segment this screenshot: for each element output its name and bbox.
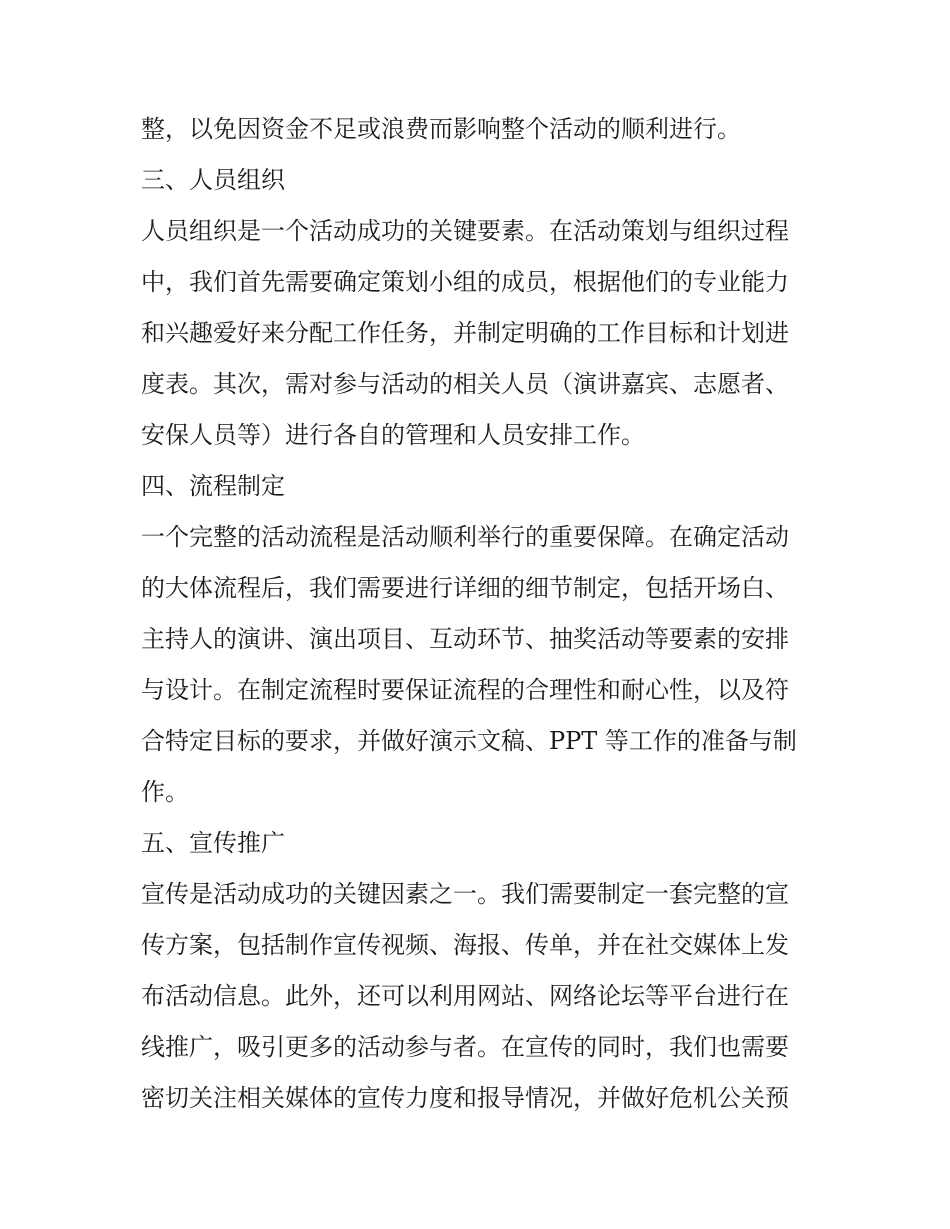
paragraph-line: 作。: [141, 778, 189, 806]
paragraph-line: 合特定目标的要求，并做好演示文稿、PPT 等工作的准备与制: [141, 727, 797, 755]
paragraph-line: 一个完整的活动流程是活动顺利举行的重要保障。在确定活动: [141, 523, 789, 551]
section-heading-process: 四、流程制定: [141, 472, 285, 500]
paragraph-line-continuation: 整，以免因资金不足或浪费而影响整个活动的顺利进行。: [141, 115, 741, 143]
document-body: [141, 104, 813, 1124]
paragraph-line: 线推广，吸引更多的活动参与者。在宣传的同时，我们也需要: [141, 1033, 789, 1061]
section-heading-personnel: 三、人员组织: [141, 166, 285, 194]
paragraph-line: 宣传是活动成功的关键因素之一。我们需要制定一套完整的宣: [141, 880, 789, 908]
paragraph-line: 中，我们首先需要确定策划小组的成员，根据他们的专业能力: [141, 268, 789, 296]
paragraph-line: 人员组织是一个活动成功的关键要素。在活动策划与组织过程: [141, 217, 789, 245]
section-heading-promotion: 五、宣传推广: [141, 829, 285, 857]
paragraph-line: 的大体流程后，我们需要进行详细的细节制定，包括开场白、: [141, 574, 789, 602]
paragraph-line: 安保人员等）进行各自的管理和人员安排工作。: [141, 421, 645, 449]
paragraph-line: 和兴趣爱好来分配工作任务，并制定明确的工作目标和计划进: [141, 319, 789, 347]
paragraph-line: 与设计。在制定流程时要保证流程的合理性和耐心性，以及符: [141, 676, 789, 704]
paragraph-line: 度表。其次，需对参与活动的相关人员（演讲嘉宾、志愿者、: [141, 370, 789, 398]
paragraph-line: 传方案，包括制作宣传视频、海报、传单，并在社交媒体上发: [141, 931, 789, 959]
paragraph-line: 密切关注相关媒体的宣传力度和报导情况，并做好危机公关预: [141, 1084, 789, 1112]
paragraph-line: 主持人的演讲、演出项目、互动环节、抽奖活动等要素的安排: [141, 625, 789, 653]
paragraph-line: 布活动信息。此外，还可以利用网站、网络论坛等平台进行在: [141, 982, 789, 1010]
